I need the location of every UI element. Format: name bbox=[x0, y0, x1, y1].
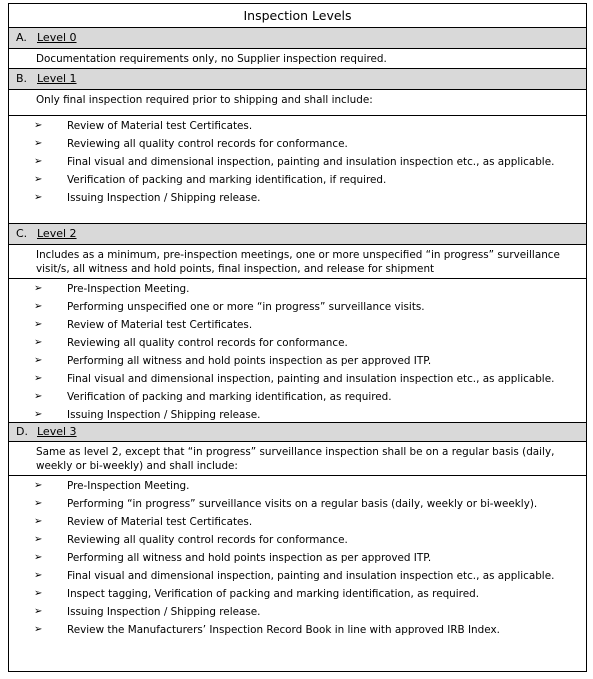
list-item bbox=[9, 316, 586, 334]
level-1-header bbox=[9, 69, 586, 90]
arrow-bullet-icon: ➢ bbox=[34, 337, 43, 348]
arrow-bullet-icon: ➢ bbox=[34, 516, 43, 527]
list-item bbox=[9, 603, 586, 621]
list-item bbox=[9, 171, 586, 189]
level-letter: A. bbox=[16, 31, 27, 44]
level-2-header bbox=[9, 224, 586, 245]
list-item bbox=[9, 621, 586, 639]
arrow-bullet-icon: ➢ bbox=[34, 588, 43, 599]
level-3-header bbox=[9, 423, 586, 442]
arrow-bullet-icon: ➢ bbox=[34, 138, 43, 149]
arrow-bullet-icon: ➢ bbox=[34, 283, 43, 294]
level-2-items bbox=[9, 279, 586, 423]
list-item bbox=[9, 531, 586, 549]
list-item-text: Verification of packing and marking identification, if required. bbox=[67, 174, 387, 186]
list-item bbox=[9, 567, 586, 585]
arrow-bullet-icon: ➢ bbox=[34, 498, 43, 509]
arrow-bullet-icon: ➢ bbox=[34, 409, 43, 420]
list-item-text: Pre-Inspection Meeting. bbox=[67, 283, 190, 295]
arrow-bullet-icon: ➢ bbox=[34, 624, 43, 635]
list-item-text: Reviewing all quality control records for conformance. bbox=[67, 534, 348, 546]
level-1-items bbox=[9, 116, 586, 224]
level-letter: C. bbox=[16, 227, 28, 240]
list-item bbox=[9, 477, 586, 495]
arrow-bullet-icon: ➢ bbox=[34, 156, 43, 167]
level-name: Level 3 bbox=[37, 425, 77, 438]
list-item-text: Issuing Inspection / Shipping release. bbox=[67, 409, 261, 421]
arrow-bullet-icon: ➢ bbox=[34, 373, 43, 384]
arrow-bullet-icon: ➢ bbox=[34, 319, 43, 330]
description-line: weekly or bi-weekly) and shall include: bbox=[36, 460, 238, 472]
level-0-description: Documentation requirements only, no Supplier inspection required. bbox=[9, 49, 586, 69]
level-name: Level 1 bbox=[37, 72, 77, 85]
arrow-bullet-icon: ➢ bbox=[34, 391, 43, 402]
arrow-bullet-icon: ➢ bbox=[34, 534, 43, 545]
list-item bbox=[9, 298, 586, 316]
list-item bbox=[9, 135, 586, 153]
level-0-header bbox=[9, 28, 586, 49]
list-item-text: Review of Material test Certificates. bbox=[67, 319, 253, 331]
list-item bbox=[9, 388, 586, 406]
level-letter: D. bbox=[16, 425, 28, 438]
list-item bbox=[9, 370, 586, 388]
level-3-description bbox=[9, 442, 586, 476]
table-title: Inspection Levels bbox=[9, 4, 586, 28]
list-item-text: Final visual and dimensional inspection, painting and insulation inspection etc., as applicable. bbox=[67, 570, 555, 582]
level-2-description bbox=[9, 245, 586, 279]
list-item bbox=[9, 334, 586, 352]
level-name: Level 2 bbox=[37, 227, 77, 240]
list-item-text: Verification of packing and marking identification, as required. bbox=[67, 391, 392, 403]
list-item bbox=[9, 406, 586, 424]
arrow-bullet-icon: ➢ bbox=[34, 570, 43, 581]
list-item bbox=[9, 153, 586, 171]
list-item bbox=[9, 352, 586, 370]
list-item bbox=[9, 549, 586, 567]
list-item bbox=[9, 495, 586, 513]
list-item-text: Review of Material test Certificates. bbox=[67, 120, 253, 132]
arrow-bullet-icon: ➢ bbox=[34, 301, 43, 312]
list-item-text: Issuing Inspection / Shipping release. bbox=[67, 606, 261, 618]
list-item-text: Performing “in progress” surveillance visits on a regular basis (daily, weekly or bi-weekly). bbox=[67, 498, 538, 510]
arrow-bullet-icon: ➢ bbox=[34, 355, 43, 366]
list-item-text: Performing unspecified one or more “in progress” surveillance visits. bbox=[67, 301, 425, 313]
list-item bbox=[9, 513, 586, 531]
list-item bbox=[9, 117, 586, 135]
description-line: visit/s, all witness and hold points, final inspection, and release for shipment bbox=[36, 263, 435, 275]
list-item-text: Performing all witness and hold points inspection as per approved ITP. bbox=[67, 552, 432, 564]
list-item-text: Inspect tagging, Verification of packing and marking identification, as required. bbox=[67, 588, 479, 600]
level-3-items bbox=[9, 476, 586, 639]
list-item-text: Pre-Inspection Meeting. bbox=[67, 480, 190, 492]
level-name: Level 0 bbox=[37, 31, 77, 44]
level-1-description: Only final inspection required prior to shipping and shall include: bbox=[9, 90, 586, 116]
description-line: Same as level 2, except that “in progress” surveillance inspection shall be on a regular basis (daily, bbox=[36, 446, 555, 458]
arrow-bullet-icon: ➢ bbox=[34, 606, 43, 617]
description-line: Includes as a minimum, pre-inspection meetings, one or more unspecified “in progress” surveillance bbox=[36, 249, 560, 261]
list-item-text: Final visual and dimensional inspection, painting and insulation inspection etc., as applicable. bbox=[67, 156, 555, 168]
inspection-levels-table bbox=[8, 3, 587, 672]
list-item-text: Review of Material test Certificates. bbox=[67, 516, 253, 528]
list-item-text: Review the Manufacturers’ Inspection Record Book in line with approved IRB Index. bbox=[67, 624, 500, 636]
arrow-bullet-icon: ➢ bbox=[34, 192, 43, 203]
list-item-text: Issuing Inspection / Shipping release. bbox=[67, 192, 261, 204]
arrow-bullet-icon: ➢ bbox=[34, 174, 43, 185]
list-item-text: Reviewing all quality control records for conformance. bbox=[67, 337, 348, 349]
level-letter: B. bbox=[16, 72, 28, 85]
list-item-text: Reviewing all quality control records for conformance. bbox=[67, 138, 348, 150]
list-item bbox=[9, 189, 586, 207]
arrow-bullet-icon: ➢ bbox=[34, 120, 43, 131]
arrow-bullet-icon: ➢ bbox=[34, 552, 43, 563]
arrow-bullet-icon: ➢ bbox=[34, 480, 43, 491]
list-item-text: Performing all witness and hold points inspection as per approved ITP. bbox=[67, 355, 432, 367]
list-item bbox=[9, 585, 586, 603]
list-item bbox=[9, 280, 586, 298]
list-item-text: Final visual and dimensional inspection, painting and insulation inspection etc., as applicable. bbox=[67, 373, 555, 385]
